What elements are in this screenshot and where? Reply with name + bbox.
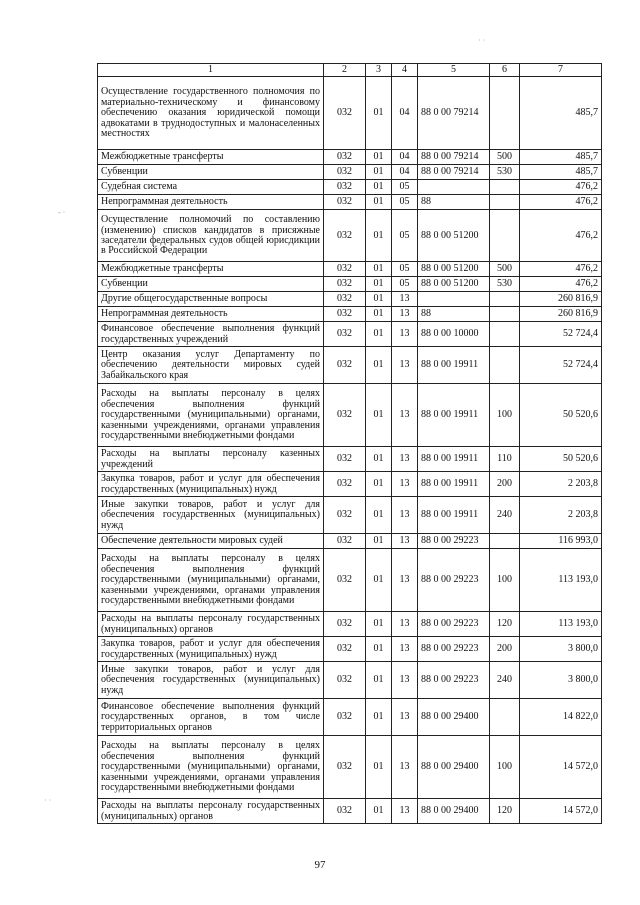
amount-cell: 260 816,9 <box>520 292 602 307</box>
page-number: 97 <box>314 859 326 871</box>
amount-cell: 113 193,0 <box>520 612 602 637</box>
target-item-code-cell: 88 0 00 19911 <box>418 384 490 447</box>
table-row <box>98 262 602 277</box>
item-name-cell: Центр оказания услуг Департаменту по обеспечению деятельности мировых судей Забайкальского края <box>98 347 324 384</box>
target-item-code-cell: 88 0 00 29223 <box>418 662 490 699</box>
table-row <box>98 347 602 384</box>
subsection-code-cell: 13 <box>392 612 418 637</box>
expense-type-code-cell: 110 <box>490 447 520 472</box>
table-row <box>98 497 602 534</box>
department-code-cell: 032 <box>324 210 366 262</box>
amount-cell: 485,7 <box>520 77 602 150</box>
target-item-code-cell: 88 0 00 29400 <box>418 799 490 824</box>
header-cell: 5 <box>418 64 490 77</box>
subsection-code-cell: 13 <box>392 292 418 307</box>
target-item-code-cell: 88 0 00 19911 <box>418 472 490 497</box>
target-item-code-cell: 88 0 00 19911 <box>418 347 490 384</box>
subsection-code-cell: 13 <box>392 534 418 549</box>
item-name-cell: Непрограммная деятельность <box>98 195 324 210</box>
expense-type-code-cell <box>490 180 520 195</box>
subsection-code-cell: 13 <box>392 307 418 322</box>
section-code-cell: 01 <box>366 77 392 150</box>
section-code-cell: 01 <box>366 347 392 384</box>
subsection-code-cell: 13 <box>392 384 418 447</box>
subsection-code-cell: 05 <box>392 262 418 277</box>
table-row <box>98 150 602 165</box>
amount-cell: 260 816,9 <box>520 307 602 322</box>
department-code-cell: 032 <box>324 384 366 447</box>
section-code-cell: 01 <box>366 180 392 195</box>
item-name-cell: Финансовое обеспечение выполнения функций государственных учреждений <box>98 322 324 347</box>
target-item-code-cell: 88 0 00 51200 <box>418 277 490 292</box>
expense-type-code-cell <box>490 292 520 307</box>
item-name-cell: Иные закупки товаров, работ и услуг для обеспечения государственных (муниципальных) нужд <box>98 497 324 534</box>
department-code-cell: 032 <box>324 307 366 322</box>
subsection-code-cell: 05 <box>392 210 418 262</box>
header-cell: 2 <box>324 64 366 77</box>
item-name-cell: Расходы на выплаты персоналу государственных (муниципальных) органов <box>98 799 324 824</box>
department-code-cell: 032 <box>324 662 366 699</box>
amount-cell: 14 822,0 <box>520 699 602 736</box>
expense-type-code-cell: 200 <box>490 637 520 662</box>
target-item-code-cell: 88 0 00 19911 <box>418 497 490 534</box>
table-row <box>98 195 602 210</box>
department-code-cell: 032 <box>324 497 366 534</box>
expense-type-code-cell <box>490 307 520 322</box>
section-code-cell: 01 <box>366 549 392 612</box>
header-cell: 7 <box>520 64 602 77</box>
target-item-code-cell: 88 0 00 29223 <box>418 549 490 612</box>
expense-type-code-cell: 500 <box>490 262 520 277</box>
department-code-cell: 032 <box>324 195 366 210</box>
table-row <box>98 637 602 662</box>
target-item-code-cell: 88 0 00 10000 <box>418 322 490 347</box>
amount-cell: 476,2 <box>520 277 602 292</box>
amount-cell: 2 203,8 <box>520 497 602 534</box>
department-code-cell: 032 <box>324 534 366 549</box>
amount-cell: 14 572,0 <box>520 736 602 799</box>
target-item-code-cell: 88 0 00 29400 <box>418 736 490 799</box>
target-item-code-cell: 88 <box>418 195 490 210</box>
department-code-cell: 032 <box>324 472 366 497</box>
item-name-cell: Субвенции <box>98 277 324 292</box>
table-row <box>98 384 602 447</box>
expense-type-code-cell <box>490 210 520 262</box>
item-name-cell: Межбюджетные трансферты <box>98 262 324 277</box>
amount-cell: 50 520,6 <box>520 384 602 447</box>
department-code-cell: 032 <box>324 637 366 662</box>
department-code-cell: 032 <box>324 447 366 472</box>
header-cell: 1 <box>98 64 324 77</box>
expense-type-code-cell <box>490 699 520 736</box>
section-code-cell: 01 <box>366 307 392 322</box>
table-row <box>98 799 602 824</box>
department-code-cell: 032 <box>324 262 366 277</box>
table-row <box>98 662 602 699</box>
scan-speck: · · <box>478 36 486 45</box>
section-code-cell: 01 <box>366 736 392 799</box>
section-code-cell: 01 <box>366 637 392 662</box>
subsection-code-cell: 05 <box>392 195 418 210</box>
target-item-code-cell: 88 <box>418 307 490 322</box>
department-code-cell: 032 <box>324 549 366 612</box>
target-item-code-cell: 88 0 00 29223 <box>418 612 490 637</box>
item-name-cell: Другие общегосударственные вопросы <box>98 292 324 307</box>
item-name-cell: Закупка товаров, работ и услуг для обеспечения государственных (муниципальных) нужд <box>98 472 324 497</box>
subsection-code-cell: 13 <box>392 497 418 534</box>
subsection-code-cell: 04 <box>392 150 418 165</box>
target-item-code-cell: 88 0 00 79214 <box>418 77 490 150</box>
table-row <box>98 77 602 150</box>
target-item-code-cell: 88 0 00 29400 <box>418 699 490 736</box>
section-code-cell: 01 <box>366 447 392 472</box>
table-body <box>98 77 602 824</box>
table-row <box>98 736 602 799</box>
amount-cell: 50 520,6 <box>520 447 602 472</box>
subsection-code-cell: 13 <box>392 662 418 699</box>
item-name-cell: Расходы на выплаты персоналу в целях обеспечения выполнения функций государственными (муниципальными) органами, казенными учреждениями, органами управления государственными внебюджетными фондами <box>98 549 324 612</box>
target-item-code-cell: 88 0 00 51200 <box>418 210 490 262</box>
scan-speck: - · <box>58 208 66 217</box>
amount-cell: 476,2 <box>520 195 602 210</box>
department-code-cell: 032 <box>324 180 366 195</box>
table-row <box>98 165 602 180</box>
department-code-cell: 032 <box>324 799 366 824</box>
target-item-code-cell: 88 0 00 29223 <box>418 534 490 549</box>
subsection-code-cell: 05 <box>392 277 418 292</box>
subsection-code-cell: 13 <box>392 736 418 799</box>
subsection-code-cell: 13 <box>392 799 418 824</box>
section-code-cell: 01 <box>366 799 392 824</box>
table-row <box>98 210 602 262</box>
header-cell: 3 <box>366 64 392 77</box>
department-code-cell: 032 <box>324 699 366 736</box>
subsection-code-cell: 13 <box>392 549 418 612</box>
table-row <box>98 549 602 612</box>
item-name-cell: Осуществление полномочий по составлению (изменению) списков кандидатов в присяжные заседатели федеральных судов общей юрисдикции в Российской Федерации <box>98 210 324 262</box>
item-name-cell: Расходы на выплаты персоналу в целях обеспечения выполнения функций государственными (муниципальными) органами, казенными учреждениями, органами управления государственными внебюджетными фондами <box>98 384 324 447</box>
department-code-cell: 032 <box>324 347 366 384</box>
amount-cell: 52 724,4 <box>520 322 602 347</box>
section-code-cell: 01 <box>366 612 392 637</box>
expense-type-code-cell <box>490 195 520 210</box>
section-code-cell: 01 <box>366 195 392 210</box>
table-row <box>98 447 602 472</box>
subsection-code-cell: 13 <box>392 347 418 384</box>
item-name-cell: Межбюджетные трансферты <box>98 150 324 165</box>
item-name-cell: Обеспечение деятельности мировых судей <box>98 534 324 549</box>
target-item-code-cell: 88 0 00 79214 <box>418 150 490 165</box>
department-code-cell: 032 <box>324 612 366 637</box>
subsection-code-cell: 13 <box>392 472 418 497</box>
expense-type-code-cell: 100 <box>490 384 520 447</box>
item-name-cell: Закупка товаров, работ и услуг для обеспечения государственных (муниципальных) нужд <box>98 637 324 662</box>
section-code-cell: 01 <box>366 210 392 262</box>
subsection-code-cell: 05 <box>392 180 418 195</box>
table-row <box>98 292 602 307</box>
section-code-cell: 01 <box>366 277 392 292</box>
header-cell: 6 <box>490 64 520 77</box>
section-code-cell: 01 <box>366 472 392 497</box>
amount-cell: 476,2 <box>520 180 602 195</box>
expense-type-code-cell <box>490 322 520 347</box>
department-code-cell: 032 <box>324 77 366 150</box>
expense-type-code-cell: 120 <box>490 799 520 824</box>
table-row <box>98 472 602 497</box>
amount-cell: 2 203,8 <box>520 472 602 497</box>
department-code-cell: 032 <box>324 736 366 799</box>
department-code-cell: 032 <box>324 277 366 292</box>
department-code-cell: 032 <box>324 150 366 165</box>
table-row <box>98 699 602 736</box>
amount-cell: 116 993,0 <box>520 534 602 549</box>
item-name-cell: Судебная система <box>98 180 324 195</box>
item-name-cell: Непрограммная деятельность <box>98 307 324 322</box>
item-name-cell: Осуществление государственного полномочия по материально-техническому и финансовому обеспечению оказания юридической помощи адвокатами в труднодоступных и малонаселенных местностях <box>98 77 324 150</box>
item-name-cell: Субвенции <box>98 165 324 180</box>
target-item-code-cell: 88 0 00 79214 <box>418 165 490 180</box>
amount-cell: 3 800,0 <box>520 662 602 699</box>
item-name-cell: Иные закупки товаров, работ и услуг для обеспечения государственных (муниципальных) нужд <box>98 662 324 699</box>
section-code-cell: 01 <box>366 699 392 736</box>
subsection-code-cell: 13 <box>392 447 418 472</box>
subsection-code-cell: 04 <box>392 77 418 150</box>
amount-cell: 476,2 <box>520 262 602 277</box>
expense-type-code-cell <box>490 534 520 549</box>
expense-type-code-cell: 240 <box>490 662 520 699</box>
section-code-cell: 01 <box>366 662 392 699</box>
amount-cell: 476,2 <box>520 210 602 262</box>
target-item-code-cell: 88 0 00 29223 <box>418 637 490 662</box>
expense-type-code-cell: 530 <box>490 165 520 180</box>
expense-type-code-cell: 100 <box>490 736 520 799</box>
item-name-cell: Финансовое обеспечение выполнения функций государственных органов, в том числе территориальных органов <box>98 699 324 736</box>
section-code-cell: 01 <box>366 497 392 534</box>
header-cell: 4 <box>392 64 418 77</box>
section-code-cell: 01 <box>366 384 392 447</box>
amount-cell: 485,7 <box>520 165 602 180</box>
table-row <box>98 322 602 347</box>
header-row <box>98 64 602 77</box>
section-code-cell: 01 <box>366 322 392 347</box>
department-code-cell: 032 <box>324 165 366 180</box>
section-code-cell: 01 <box>366 165 392 180</box>
section-code-cell: 01 <box>366 534 392 549</box>
expense-type-code-cell: 200 <box>490 472 520 497</box>
expense-type-code-cell <box>490 77 520 150</box>
subsection-code-cell: 04 <box>392 165 418 180</box>
subsection-code-cell: 13 <box>392 699 418 736</box>
section-code-cell: 01 <box>366 262 392 277</box>
expense-type-code-cell: 530 <box>490 277 520 292</box>
department-code-cell: 032 <box>324 292 366 307</box>
item-name-cell: Расходы на выплаты персоналу казенных учреждений <box>98 447 324 472</box>
expense-type-code-cell: 100 <box>490 549 520 612</box>
expense-type-code-cell <box>490 347 520 384</box>
table-row <box>98 612 602 637</box>
target-item-code-cell <box>418 292 490 307</box>
expense-type-code-cell: 240 <box>490 497 520 534</box>
target-item-code-cell <box>418 180 490 195</box>
amount-cell: 52 724,4 <box>520 347 602 384</box>
amount-cell: 113 193,0 <box>520 549 602 612</box>
section-code-cell: 01 <box>366 150 392 165</box>
amount-cell: 485,7 <box>520 150 602 165</box>
section-code-cell: 01 <box>366 292 392 307</box>
budget-table <box>97 63 602 824</box>
table-row <box>98 307 602 322</box>
scan-speck: · · <box>44 796 52 805</box>
target-item-code-cell: 88 0 00 19911 <box>418 447 490 472</box>
table-row <box>98 277 602 292</box>
item-name-cell: Расходы на выплаты персоналу в целях обеспечения выполнения функций государственными (муниципальными) органами, казенными учреждениями, органами управления государственными внебюджетными фондами <box>98 736 324 799</box>
department-code-cell: 032 <box>324 322 366 347</box>
subsection-code-cell: 13 <box>392 322 418 347</box>
table-row <box>98 534 602 549</box>
subsection-code-cell: 13 <box>392 637 418 662</box>
amount-cell: 3 800,0 <box>520 637 602 662</box>
amount-cell: 14 572,0 <box>520 799 602 824</box>
expense-type-code-cell: 500 <box>490 150 520 165</box>
table-row <box>98 180 602 195</box>
target-item-code-cell: 88 0 00 51200 <box>418 262 490 277</box>
expense-type-code-cell: 120 <box>490 612 520 637</box>
item-name-cell: Расходы на выплаты персоналу государственных (муниципальных) органов <box>98 612 324 637</box>
